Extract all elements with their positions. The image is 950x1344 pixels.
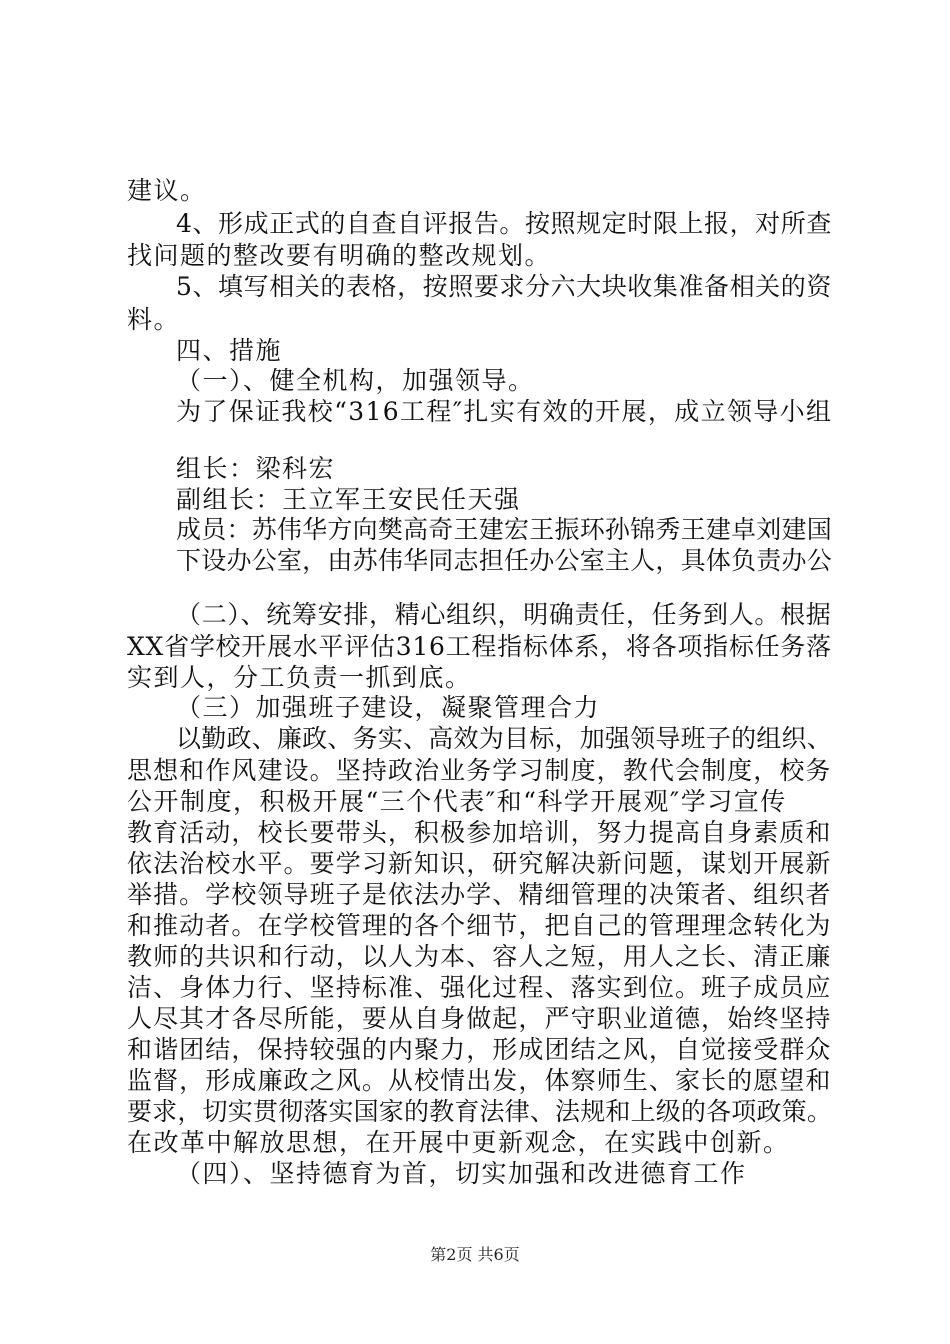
text-line: 教育活动，校长要带头，积极参加培训，努力提高自身素质和 bbox=[127, 818, 832, 847]
text-line: 监督，形成廉政之风。从校情出发，体察师生、家长的愿望和 bbox=[127, 1066, 832, 1095]
text-line: 依法治校水平。要学习新知识，研究解决新问题，谋划开展新 bbox=[127, 849, 832, 878]
text-line: 副组长：王立军王安民任天强 bbox=[176, 485, 521, 514]
text-line: 和谐团结，保持较强的内聚力，形成团结之风，自觉接受群众 bbox=[127, 1035, 832, 1064]
text-line: 找问题的整改要有明确的整改规划。 bbox=[127, 241, 552, 270]
text-line: 下设办公室，由苏伟华同志担任办公室主人，具体负责办公 bbox=[176, 546, 833, 575]
text-line: 公开制度，积极开展“三个代表″和“科学开展观″学习宣传 bbox=[127, 787, 787, 816]
subsection-heading: （三）加强班子建设，凝聚管理合力 bbox=[176, 693, 601, 722]
text-line: 洁、身体力行、坚持标准、强化过程、落实到位。班子成员应 bbox=[127, 973, 832, 1002]
text-line: 4、形成正式的自查自评报告。按照规定时限上报，对所查 bbox=[176, 209, 832, 238]
section-heading: 四、措施 bbox=[176, 336, 283, 365]
text-line: 以勤政、廉政、务实、高效为目标，加强领导班子的组织、 bbox=[176, 724, 833, 753]
text-line: 教师的共识和行动，以人为本、容人之短，用人之长、清正廉 bbox=[127, 942, 832, 971]
text-line: 举措。学校领导班子是依法办学、精细管理的决策者、组织者 bbox=[127, 880, 832, 909]
subsection-heading: （二）、统筹安排，精心组织，明确责任，任务到人。根据 bbox=[176, 600, 832, 629]
text-line: 建议。 bbox=[127, 176, 207, 205]
subsection-heading: （一）、健全机构，加强领导。 bbox=[176, 366, 535, 395]
text-line: 成员：苏伟华方向樊高奇王建宏王振环孙锦秀王建卓刘建国 bbox=[176, 515, 833, 544]
text-line: XX省学校开展水平评估316工程指标体系，将各项指标任务落 bbox=[127, 632, 832, 661]
text-line: 料。 bbox=[127, 305, 181, 334]
text-line: 思想和作风建设。坚持政治业务学习制度，教代会制度，校务 bbox=[127, 756, 832, 785]
text-line: 要求，切实贯彻落实国家的教育法律、法规和上级的各项政策。 bbox=[127, 1097, 833, 1126]
text-line: 和推动者。在学校管理的各个细节，把自己的管理理念转化为 bbox=[127, 911, 832, 940]
text-line: 5、填写相关的表格，按照要求分六大块收集准备相关的资 bbox=[176, 272, 832, 301]
text-line: 实到人，分工负责一抓到底。 bbox=[127, 663, 472, 692]
text-line: 人尽其才各尽所能，要从自身做起，严守职业道德，始终坚持 bbox=[127, 1004, 832, 1033]
subsection-heading: （四）、坚持德育为首，切实加强和改进德育工作 bbox=[176, 1159, 747, 1188]
page-number-footer: 第2页 共6页 bbox=[430, 1245, 520, 1264]
text-line: 为了保证我校“316工程″扎实有效的开展，成立领导小组 bbox=[176, 397, 833, 426]
text-line: 组长：梁科宏 bbox=[176, 454, 336, 483]
text-line: 在改革中解放思想，在开展中更新观念，在实践中创新。 bbox=[127, 1128, 790, 1157]
